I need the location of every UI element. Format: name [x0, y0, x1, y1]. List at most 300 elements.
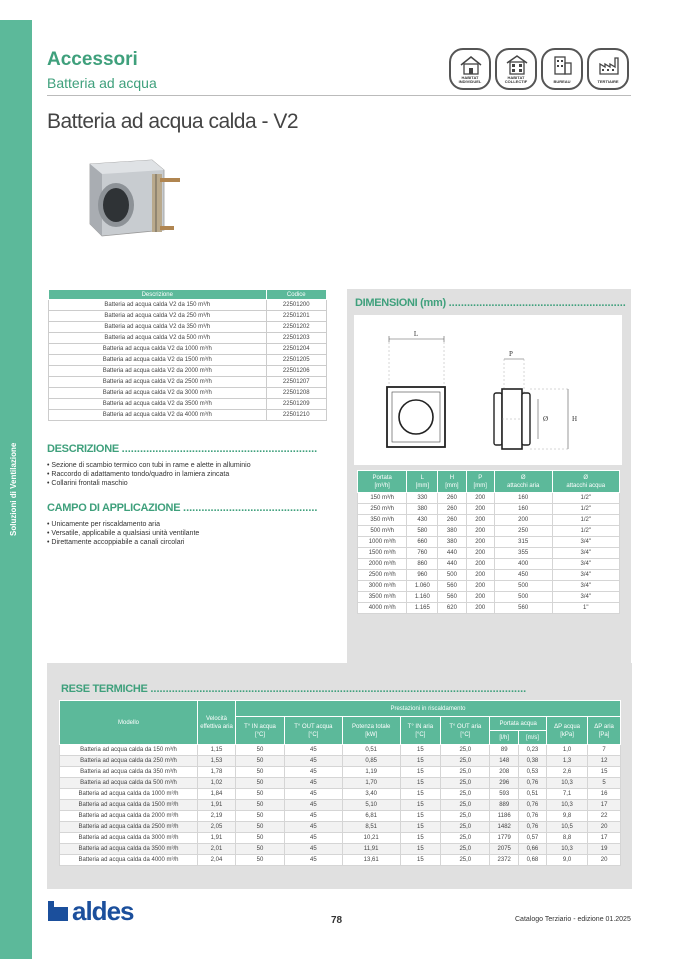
table-cell: 200: [466, 493, 494, 504]
table-cell: 380: [407, 504, 438, 515]
table-cell: 200: [466, 559, 494, 570]
table-cell: 355: [494, 548, 552, 559]
table-cell: 9,8: [546, 811, 587, 822]
table-cell: 1.060: [407, 581, 438, 592]
table-cell: 50: [236, 789, 285, 800]
table-cell: 7: [588, 745, 621, 756]
dimensions-row: [358, 559, 620, 570]
table-cell: 20: [588, 855, 621, 866]
dimensioni-title: DIMENSIONI (mm): [355, 297, 446, 309]
table-cell: 25,0: [441, 844, 490, 855]
table-cell: 1,70: [342, 778, 400, 789]
rese-title: RESE TERMICHE: [61, 683, 148, 695]
dimensions-row: [358, 570, 620, 581]
table-cell: Batteria ad acqua calda V2 da 2500 m³/h: [49, 377, 267, 388]
table-cell: 45: [285, 789, 343, 800]
table-cell: 5: [588, 778, 621, 789]
table-cell: 10,5: [546, 822, 587, 833]
table-cell: 17: [588, 833, 621, 844]
table-cell: Batteria ad acqua calda da 3000 m³/h: [60, 833, 198, 844]
table-cell: 2000 m³/h: [358, 559, 407, 570]
rese-row: [60, 811, 621, 822]
table-cell: 15: [400, 789, 441, 800]
rese-header-velocita: Velocità effettiva aria: [198, 701, 236, 745]
table-cell: 200: [466, 592, 494, 603]
table-cell: 260: [438, 504, 466, 515]
table-cell: 296: [490, 778, 519, 789]
rese-portata-unit: [l/h]: [490, 731, 519, 745]
table-cell: 500: [438, 570, 466, 581]
table-cell: 560: [438, 581, 466, 592]
codes-table: [48, 289, 327, 421]
header-unit: [mm]: [473, 482, 487, 489]
table-cell: 2,01: [198, 844, 236, 855]
building-icon: [506, 55, 528, 75]
table-cell: 22501200: [266, 300, 326, 311]
table-cell: 3500 m³/h: [358, 592, 407, 603]
list-item: • Collarini frontali maschio: [47, 479, 251, 488]
rese-row: [60, 822, 621, 833]
table-cell: 25,0: [441, 822, 490, 833]
table-cell: 2,6: [546, 767, 587, 778]
table-cell: 45: [285, 756, 343, 767]
dimensions-row: [358, 526, 620, 537]
table-cell: 260: [438, 493, 466, 504]
table-cell: 315: [494, 537, 552, 548]
dimensions-row: [358, 603, 620, 614]
table-cell: 400: [494, 559, 552, 570]
rese-portata-unit: [m/s]: [518, 731, 546, 745]
campo-heading: [47, 502, 318, 514]
table-cell: 45: [285, 811, 343, 822]
dim-header: [466, 471, 494, 493]
table-cell: 0,76: [518, 778, 546, 789]
table-cell: 1,91: [198, 800, 236, 811]
badge-label: TERTIAIRE: [597, 79, 619, 84]
logo-mark-icon: [48, 901, 68, 921]
dim-header: [358, 471, 407, 493]
table-cell: 2,04: [198, 855, 236, 866]
table-cell: 889: [490, 800, 519, 811]
table-cell: 15: [400, 811, 441, 822]
header-label: T° OUT aria: [449, 723, 482, 730]
rese-table: [59, 700, 621, 866]
table-cell: 3/4": [552, 559, 620, 570]
table-cell: 89: [490, 745, 519, 756]
badge-label: HABITAT COLLECTIF: [504, 75, 528, 84]
table-cell: 260: [438, 515, 466, 526]
house-icon: [460, 55, 482, 75]
list-item: • Unicamente per riscaldamento aria: [47, 520, 199, 529]
rese-row: [60, 800, 621, 811]
table-cell: 1779: [490, 833, 519, 844]
table-cell: 3000 m³/h: [358, 581, 407, 592]
header-unit: [°C]: [460, 731, 471, 738]
table-cell: 15: [400, 822, 441, 833]
table-cell: 1186: [490, 811, 519, 822]
table-cell: Batteria ad acqua calda V2 da 3500 m³/h: [49, 399, 267, 410]
table-cell: 15: [400, 855, 441, 866]
rese-subheader: [400, 717, 441, 745]
office-icon: [552, 55, 574, 75]
table-cell: 7,1: [546, 789, 587, 800]
codes-row: [49, 333, 327, 344]
label-H: H: [572, 415, 578, 423]
table-cell: 440: [438, 548, 466, 559]
dimensions-row: [358, 581, 620, 592]
codes-row: [49, 355, 327, 366]
table-cell: 25,0: [441, 756, 490, 767]
dimensions-row: [358, 493, 620, 504]
dim-header: [438, 471, 466, 493]
table-cell: 45: [285, 822, 343, 833]
badge-tertiaire: [587, 48, 629, 90]
application-badges: [449, 48, 629, 90]
table-cell: 250 m³/h: [358, 504, 407, 515]
table-cell: 22501207: [266, 377, 326, 388]
table-cell: 200: [466, 526, 494, 537]
page-title: Batteria ad acqua calda - V2: [47, 110, 299, 133]
table-cell: 380: [438, 526, 466, 537]
table-cell: 1/2": [552, 526, 620, 537]
table-cell: Batteria ad acqua calda da 2000 m³/h: [60, 811, 198, 822]
table-cell: 2,05: [198, 822, 236, 833]
table-cell: Batteria ad acqua calda V2 da 1500 m³/h: [49, 355, 267, 366]
table-cell: 500: [494, 592, 552, 603]
table-cell: 45: [285, 745, 343, 756]
rese-row: [60, 778, 621, 789]
table-cell: 200: [494, 515, 552, 526]
table-cell: 1,91: [198, 833, 236, 844]
table-cell: 200: [466, 515, 494, 526]
table-cell: 4000 m³/h: [358, 603, 407, 614]
dim-header: [407, 471, 438, 493]
table-cell: 15: [400, 844, 441, 855]
table-cell: 12: [588, 756, 621, 767]
rese-subheader: [236, 717, 285, 745]
table-cell: 15: [400, 800, 441, 811]
table-cell: 50: [236, 811, 285, 822]
header-unit: [mm]: [445, 482, 459, 489]
table-cell: 15: [400, 833, 441, 844]
table-cell: 620: [438, 603, 466, 614]
rese-subheader: [342, 717, 400, 745]
badge-label: HABITAT INDIVIDUEL: [458, 75, 482, 84]
table-cell: 10,3: [546, 844, 587, 855]
table-cell: 1": [552, 603, 620, 614]
header-divider: [47, 95, 631, 96]
table-cell: 1,3: [546, 756, 587, 767]
table-cell: 45: [285, 855, 343, 866]
table-cell: 200: [466, 570, 494, 581]
table-cell: 150 m³/h: [358, 493, 407, 504]
header-label: Ø: [520, 474, 526, 481]
table-cell: 960: [407, 570, 438, 581]
table-cell: 1482: [490, 822, 519, 833]
table-cell: 50: [236, 778, 285, 789]
header-label: ΔP aria: [594, 723, 614, 730]
header-label: T° OUT acqua: [294, 723, 333, 730]
header-label: L: [420, 474, 424, 481]
rese-subheader: [285, 717, 343, 745]
table-cell: Batteria ad acqua calda da 350 m³/h: [60, 767, 198, 778]
table-cell: 250: [494, 526, 552, 537]
table-cell: 22501203: [266, 333, 326, 344]
table-cell: 8,51: [342, 822, 400, 833]
header-label: Portata: [372, 474, 392, 481]
list-item: • Sezione di scambio termico con tubi in rame e alette in alluminio: [47, 461, 251, 470]
table-cell: 860: [407, 559, 438, 570]
table-cell: 200: [466, 504, 494, 515]
table-cell: 500: [494, 581, 552, 592]
table-cell: 1,53: [198, 756, 236, 767]
table-cell: 580: [407, 526, 438, 537]
table-cell: 440: [438, 559, 466, 570]
table-cell: Batteria ad acqua calda V2 da 350 m³/h: [49, 322, 267, 333]
table-cell: 1000 m³/h: [358, 537, 407, 548]
table-cell: 1.160: [407, 592, 438, 603]
codes-row: [49, 344, 327, 355]
table-cell: 10,3: [546, 778, 587, 789]
dimensioni-dots: ..........................................................: [448, 297, 626, 309]
dimensioni-heading: [355, 297, 626, 309]
table-cell: 25,0: [441, 855, 490, 866]
rese-portata-header: Portata acqua: [490, 717, 546, 731]
rese-row: [60, 767, 621, 778]
table-cell: 2075: [490, 844, 519, 855]
rese-row: [60, 789, 621, 800]
codes-header-description: Descrizione: [49, 290, 267, 300]
table-cell: 50: [236, 745, 285, 756]
table-cell: 3/4": [552, 537, 620, 548]
dimensions-row: [358, 515, 620, 526]
descrizione-dots: ................................................................: [121, 443, 318, 455]
table-cell: 1,84: [198, 789, 236, 800]
label-L: L: [413, 330, 419, 338]
product-image: [72, 150, 187, 250]
table-cell: 15: [588, 767, 621, 778]
table-cell: 560: [438, 592, 466, 603]
table-cell: Batteria ad acqua calda da 150 m³/h: [60, 745, 198, 756]
table-cell: 3/4": [552, 548, 620, 559]
rese-subheader: [441, 717, 490, 745]
table-cell: 148: [490, 756, 519, 767]
table-cell: 450: [494, 570, 552, 581]
codes-header-code: Codice: [266, 290, 326, 300]
badge-bureau: [541, 48, 583, 90]
table-cell: 660: [407, 537, 438, 548]
table-cell: 160: [494, 493, 552, 504]
rese-group-header: Prestazioni in riscaldamento: [236, 701, 621, 717]
table-cell: 45: [285, 800, 343, 811]
section-subtitle: Batteria ad acqua: [47, 75, 157, 91]
table-cell: 50: [236, 767, 285, 778]
list-item: • Direttamente accoppiabile a canali circolari: [47, 538, 199, 547]
table-cell: Batteria ad acqua calda da 500 m³/h: [60, 778, 198, 789]
table-cell: 3,40: [342, 789, 400, 800]
table-cell: 25,0: [441, 767, 490, 778]
table-cell: 50: [236, 855, 285, 866]
catalog-edition: Catalogo Terziario - edizione 01.2025: [515, 916, 631, 923]
table-cell: 500 m³/h: [358, 526, 407, 537]
table-cell: 200: [466, 548, 494, 559]
rese-dots: ...........................................................................................................................: [150, 683, 527, 695]
codes-row: [49, 377, 327, 388]
table-cell: 0,76: [518, 822, 546, 833]
table-cell: 1/2": [552, 504, 620, 515]
table-cell: 22501209: [266, 399, 326, 410]
table-cell: 25,0: [441, 778, 490, 789]
table-cell: 0,53: [518, 767, 546, 778]
codes-row: [49, 322, 327, 333]
rese-row: [60, 844, 621, 855]
table-cell: 15: [400, 745, 441, 756]
table-cell: Batteria ad acqua calda da 4000 m³/h: [60, 855, 198, 866]
table-cell: 760: [407, 548, 438, 559]
table-cell: 1500 m³/h: [358, 548, 407, 559]
dimensions-row: [358, 504, 620, 515]
table-cell: 1,15: [198, 745, 236, 756]
table-cell: 45: [285, 844, 343, 855]
table-cell: 15: [400, 767, 441, 778]
table-cell: 45: [285, 778, 343, 789]
badge-habitat-collectif: [495, 48, 537, 90]
table-cell: 45: [285, 767, 343, 778]
header-label: P: [478, 474, 483, 481]
header-unit: [Pa]: [598, 731, 610, 738]
rese-heading: [61, 683, 526, 695]
dimension-diagram: [354, 315, 622, 465]
campo-list: [47, 520, 199, 547]
table-cell: 15: [400, 778, 441, 789]
table-cell: 1,0: [546, 745, 587, 756]
label-diameter: Ø: [543, 415, 549, 423]
table-cell: 3/4": [552, 570, 620, 581]
table-cell: 50: [236, 756, 285, 767]
table-cell: 1,02: [198, 778, 236, 789]
table-cell: 200: [466, 581, 494, 592]
factory-icon: [598, 55, 620, 75]
table-cell: 593: [490, 789, 519, 800]
table-cell: Batteria ad acqua calda V2 da 4000 m³/h: [49, 410, 267, 421]
dimensions-row: [358, 537, 620, 548]
codes-row: [49, 388, 327, 399]
descrizione-heading: [47, 443, 317, 455]
table-cell: 10,3: [546, 800, 587, 811]
descrizione-title: DESCRIZIONE: [47, 443, 119, 455]
list-item: • Raccordo di adattamento tondo/quadro in lamiera zincata: [47, 470, 251, 479]
codes-row: [49, 300, 327, 311]
table-cell: 19: [588, 844, 621, 855]
table-cell: 22501208: [266, 388, 326, 399]
campo-dots: ............................................: [183, 502, 318, 514]
logo-text: aldes: [72, 896, 134, 926]
label-P: P: [509, 350, 513, 358]
table-cell: Batteria ad acqua calda da 250 m³/h: [60, 756, 198, 767]
table-cell: 350 m³/h: [358, 515, 407, 526]
table-cell: 22501202: [266, 322, 326, 333]
table-cell: 50: [236, 844, 285, 855]
table-cell: Batteria ad acqua calda da 1000 m³/h: [60, 789, 198, 800]
table-cell: 3/4": [552, 581, 620, 592]
section-title: Accessori: [47, 49, 138, 70]
table-cell: 0,68: [518, 855, 546, 866]
table-cell: Batteria ad acqua calda da 2500 m³/h: [60, 822, 198, 833]
table-cell: 20: [588, 822, 621, 833]
table-cell: 17: [588, 800, 621, 811]
table-cell: 0,51: [518, 789, 546, 800]
table-cell: 9,0: [546, 855, 587, 866]
campo-title: CAMPO DI APPLICAZIONE: [47, 502, 181, 514]
table-cell: 200: [466, 603, 494, 614]
rese-row: [60, 855, 621, 866]
table-cell: 0,85: [342, 756, 400, 767]
table-cell: 15: [400, 756, 441, 767]
table-cell: Batteria ad acqua calda V2 da 150 m³/h: [49, 300, 267, 311]
table-cell: 0,51: [342, 745, 400, 756]
table-cell: 2500 m³/h: [358, 570, 407, 581]
table-cell: Batteria ad acqua calda V2 da 1000 m³/h: [49, 344, 267, 355]
table-cell: 2372: [490, 855, 519, 866]
table-cell: Batteria ad acqua calda V2 da 500 m³/h: [49, 333, 267, 344]
table-cell: 50: [236, 833, 285, 844]
table-cell: 25,0: [441, 811, 490, 822]
table-cell: 25,0: [441, 745, 490, 756]
rese-row: [60, 745, 621, 756]
table-cell: 22501204: [266, 344, 326, 355]
table-cell: 208: [490, 767, 519, 778]
codes-row: [49, 399, 327, 410]
table-cell: 45: [285, 833, 343, 844]
table-cell: 0,66: [518, 844, 546, 855]
badge-label: BUREAU: [553, 79, 571, 84]
table-cell: 1,78: [198, 767, 236, 778]
rese-subheader: [588, 717, 621, 745]
table-cell: 22501206: [266, 366, 326, 377]
header-unit: [kPa]: [560, 731, 574, 738]
rese-header-modello: Modello: [60, 701, 198, 745]
table-cell: 0,76: [518, 811, 546, 822]
table-cell: Batteria ad acqua calda V2 da 3000 m³/h: [49, 388, 267, 399]
table-cell: 0,76: [518, 800, 546, 811]
table-cell: 560: [494, 603, 552, 614]
table-cell: 22501205: [266, 355, 326, 366]
header-unit: [m³/h]: [374, 482, 390, 489]
dim-header: [494, 471, 552, 493]
page-number: 78: [331, 915, 343, 926]
table-cell: 25,0: [441, 800, 490, 811]
table-cell: 380: [438, 537, 466, 548]
badge-habitat-individuel: [449, 48, 491, 90]
header-label: Potenza totale: [352, 723, 391, 730]
table-cell: 0,57: [518, 833, 546, 844]
table-cell: 25,0: [441, 789, 490, 800]
table-cell: 5,10: [342, 800, 400, 811]
codes-row: [49, 366, 327, 377]
list-item: • Versatile, applicabile a qualsiasi unità ventilante: [47, 529, 199, 538]
header-unit: [°C]: [308, 731, 319, 738]
table-cell: 16: [588, 789, 621, 800]
table-cell: 50: [236, 822, 285, 833]
table-cell: Batteria ad acqua calda da 3500 m³/h: [60, 844, 198, 855]
table-cell: 1/2": [552, 515, 620, 526]
header-unit: attacchi acqua: [566, 482, 606, 489]
table-cell: 1,19: [342, 767, 400, 778]
sidebar-label: Soluzioni di Ventilazione: [9, 442, 18, 536]
table-cell: 2,19: [198, 811, 236, 822]
table-cell: 0,38: [518, 756, 546, 767]
table-cell: 10,21: [342, 833, 400, 844]
